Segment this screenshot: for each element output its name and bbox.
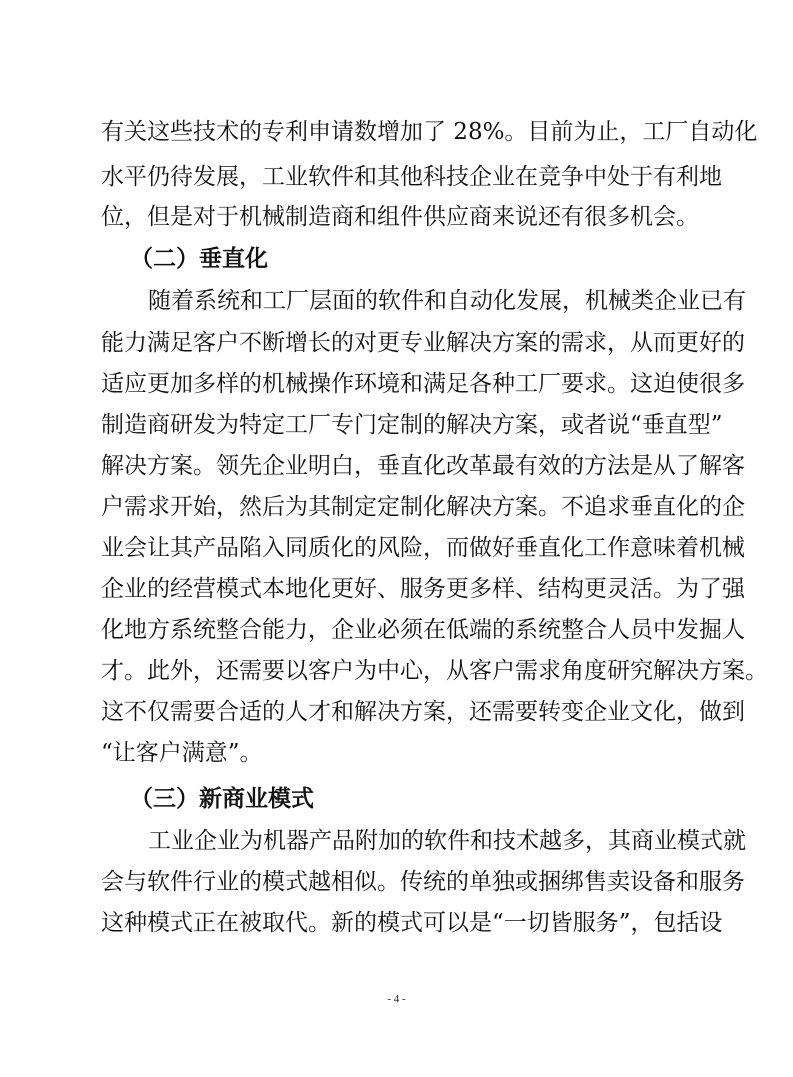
text-line: 水平仍待发展，工业软件和其他科技企业在竞争中处于有利地	[101, 164, 722, 190]
text-line: 有关这些技术的专利申请数增加了 28%。目前为止，工厂自动化	[101, 119, 758, 145]
text-line: 这种模式正在被取代。新的模式可以是“一切皆服务”，包括设	[101, 910, 723, 936]
text-line: 才。此外，还需要以客户为中心，从客户需求角度研究解决方案。	[101, 658, 768, 684]
text-line: 随着系统和工厂层面的软件和自动化发展，机械类企业已有	[148, 288, 746, 314]
text-line: “让客户满意”。	[101, 740, 263, 766]
text-line: 业会让其产品陷入同质化的风险，而做好垂直化工作意味着机械	[101, 535, 745, 561]
text-line: 这不仅需要合适的人才和解决方案，还需要转变企业文化，做到	[101, 699, 745, 725]
text-line: 会与软件行业的模式越相似。传统的单独或捆绑售卖设备和服务	[101, 869, 745, 895]
text-line: 企业的经营模式本地化更好、服务更多样、结构更灵活。为了强	[101, 576, 745, 602]
section-heading: （二）垂直化	[130, 245, 268, 272]
text-line: 解决方案。领先企业明白，垂直化改革最有效的方法是从了解客	[101, 453, 745, 479]
section-heading: （三）新商业模式	[130, 785, 314, 812]
page-number: - 4 -	[387, 993, 406, 1005]
text-line: 户需求开始，然后为其制定定制化解决方案。不追求垂直化的企	[101, 494, 745, 520]
text-line: 位，但是对于机械制造商和组件供应商来说还有很多机会。	[101, 204, 699, 230]
text-line: 工业企业为机器产品附加的软件和技术越多，其商业模式就	[148, 828, 746, 854]
text-line: 适应更加多样的机械操作环境和满足各种工厂要求。这迫使很多	[101, 371, 745, 397]
text-line: 制造商研发为特定工厂专门定制的解决方案，或者说“垂直型”	[101, 412, 723, 438]
text-line: 化地方系统整合能力，企业必须在低端的系统整合人员中发掘人	[101, 617, 745, 643]
text-line: 能力满足客户不断增长的对更专业解决方案的需求，从而更好的	[101, 330, 745, 356]
